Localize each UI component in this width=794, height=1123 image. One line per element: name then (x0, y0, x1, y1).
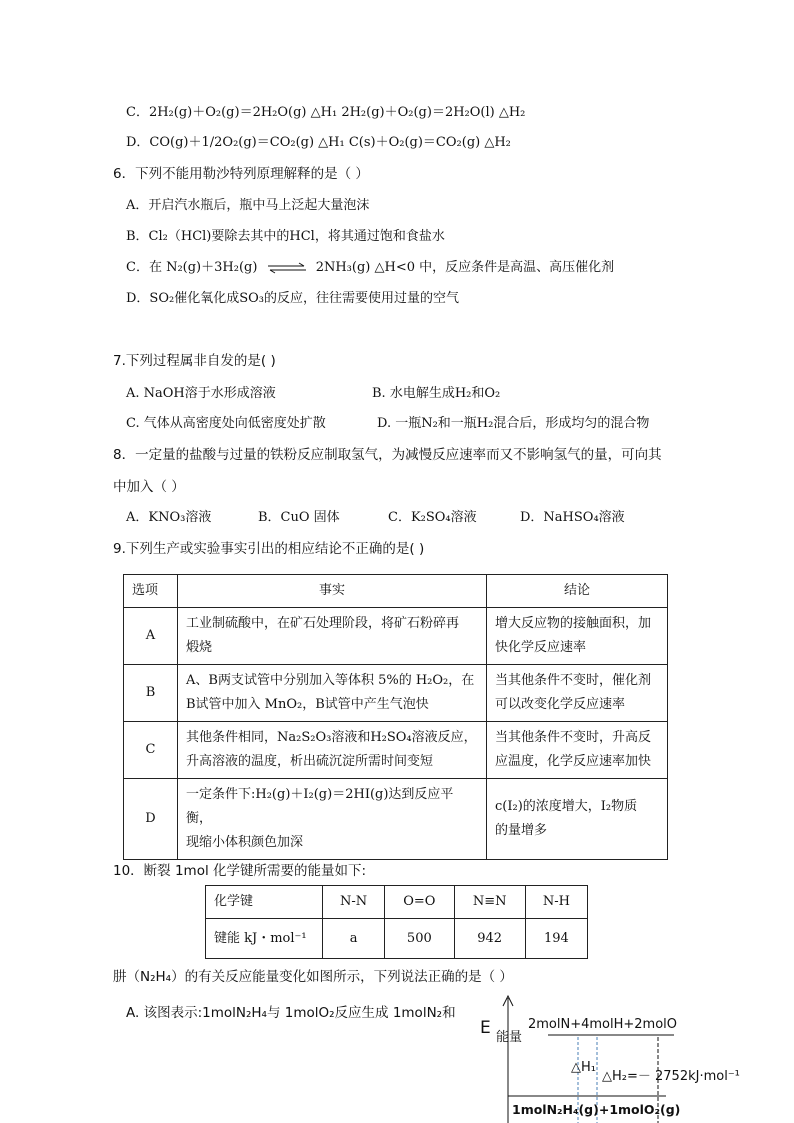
conclusion-line: 当其他条件不变时，催化剂 (495, 673, 652, 688)
row-fact (178, 722, 487, 779)
question-10-stem: 肼（N₂H₄）的有关反应能量变化如图所示，下列说法正确的是（ ） (113, 969, 513, 985)
fact-line: 一定条件下:H₂(g)＋I₂(g)＝2HI(g)达到反应平衡， (186, 787, 454, 826)
q6c-pre: C．在 N₂(g)＋3H₂(g) (126, 260, 258, 275)
table-row (124, 608, 668, 665)
header-oo: O=O (385, 886, 454, 919)
delta-h2-label: △H₂=－ 2752kJ·mol⁻¹ (602, 1069, 740, 1084)
energy-diagram (476, 990, 776, 1123)
table-header-row (124, 575, 668, 608)
fact-line: B试管中加入 MnO₂，B试管中产生气泡快 (186, 697, 429, 712)
q7-option-b: B. 水电解生成H₂和O₂ (372, 386, 501, 401)
delta-h1-label: △H₁ (571, 1060, 596, 1075)
q6-option-b: B．Cl₂（HCl)要除去其中的HCl，将其通过饱和食盐水 (126, 229, 445, 244)
row-fact (178, 665, 487, 722)
conclusion-line: 增大反应物的接触面积，加 (495, 616, 652, 631)
header-n-triple-n: N≡N (454, 886, 525, 919)
bottom-level-label: 1molN₂H₄(g)+1molO₂(g) (512, 1102, 681, 1117)
q8-option-a: A．KNO₃溶液 (126, 510, 212, 525)
q8-option-c: C．K₂SO₄溶液 (388, 510, 477, 525)
conclusion-line: 应温度，化学反应速率加快 (495, 754, 652, 769)
q5-option-d: D．CO(g)＋1/2O₂(g)＝CO₂(g) △H₁ C(s)＋O₂(g)＝CO₂(g) △H₂ (126, 135, 511, 150)
q7-option-c: C. 气体从高密度处向低密度处扩散 (126, 416, 326, 431)
table-row (206, 919, 588, 959)
q7-option-a: A. NaOH溶于水形成溶液 (126, 386, 276, 401)
table-q9 (123, 574, 668, 860)
fact-line: 工业制硫酸中，在矿石处理阶段，将矿石粉碎再 (186, 616, 460, 631)
table-row (124, 665, 668, 722)
q6-option-d: D．SO₂催化氧化成SO₃的反应，往往需要使用过量的空气 (126, 291, 459, 306)
conclusion-line: 快化学反应速率 (495, 640, 587, 655)
row-conclusion (487, 608, 668, 665)
row-option: C (124, 722, 178, 779)
row-fact (178, 608, 487, 665)
table-row (124, 779, 668, 860)
table-bond-energy (205, 885, 588, 959)
header-option: 选项 (124, 575, 178, 608)
energy-axis-e: E (480, 1018, 491, 1038)
q6c-post: 2NH₃(g) △H<0 中，反应条件是高温、高压催化剂 (315, 260, 615, 275)
q10-option-a: A. 该图表示:1molN₂H₄与 1molO₂反应生成 1molN₂和 (126, 1005, 456, 1021)
question-7: 7.下列过程属非自发的是( ) (113, 353, 276, 369)
row-option: A (124, 608, 178, 665)
cell-value: 500 (385, 919, 454, 959)
question-8: 8．一定量的盐酸与过量的铁粉反应制取氢气，为减慢反应速率而又不影响氢气的量，可向其 (113, 447, 662, 463)
q6-option-a: A．开启汽水瓶后，瓶中马上泛起大量泡沫 (126, 198, 370, 213)
table-header-row (206, 886, 588, 919)
header-conclusion: 结论 (487, 575, 668, 608)
fact-line: 煅烧 (186, 640, 213, 655)
top-level-label: 2molN+4molH+2molO (528, 1017, 678, 1032)
cell-bond-energy-label: 键能 kJ・mol⁻¹ (206, 919, 323, 959)
q7-option-d: D. 一瓶N₂和一瓶H₂混合后，形成均匀的混合物 (377, 416, 650, 431)
conclusion-line: c(I₂)的浓度增大，I₂物质 (495, 799, 638, 814)
row-conclusion (487, 722, 668, 779)
row-option: D (124, 779, 178, 860)
fact-line: 其他条件相同，Na₂S₂O₃溶液和H₂SO₄溶液反应， (186, 730, 477, 745)
cell-value: 942 (454, 919, 525, 959)
row-conclusion (487, 779, 668, 860)
question-10: 10．断裂 1mol 化学键所需要的能量如下: (113, 863, 367, 879)
conclusion-line: 的量增多 (495, 823, 548, 838)
q8-option-b: B．CuO 固体 (258, 510, 340, 525)
energy-axis-label: 能量 (496, 1030, 523, 1045)
cell-value: 194 (525, 919, 587, 959)
question-8-cont: 中加入（ ） (113, 479, 185, 495)
conclusion-line: 可以改变化学反应速率 (495, 697, 626, 712)
header-fact: 事实 (178, 575, 487, 608)
header-bond: 化学键 (206, 886, 323, 919)
fact-line: 升高溶液的温度，析出硫沉淀所需时间变短 (186, 754, 434, 769)
cell-value: a (323, 919, 385, 959)
question-6: 6．下列不能用勒沙特列原理解释的是（ ） (113, 166, 369, 182)
header-nn: N-N (323, 886, 385, 919)
row-conclusion (487, 665, 668, 722)
row-fact (178, 779, 487, 860)
q6-option-c (126, 260, 614, 276)
conclusion-line: 当其他条件不变时，升高反 (495, 730, 652, 745)
fact-line: A、B两支试管中分别加入等体积 5%的 H₂O₂，在 (186, 673, 475, 688)
question-9: 9.下列生产或实验事实引出的相应结论不正确的是( ) (113, 541, 425, 557)
table-row (124, 722, 668, 779)
fact-line: 现缩小体积颜色加深 (186, 835, 304, 850)
header-nh: N-H (525, 886, 587, 919)
q5-option-c: C．2H₂(g)＋O₂(g)＝2H₂O(g) △H₁ 2H₂(g)＋O₂(g)＝2H₂O(l) △H₂ (126, 105, 526, 120)
q8-option-d: D．NaHSO₄溶液 (520, 510, 625, 525)
row-option: B (124, 665, 178, 722)
equilibrium-arrow-icon (266, 262, 308, 274)
